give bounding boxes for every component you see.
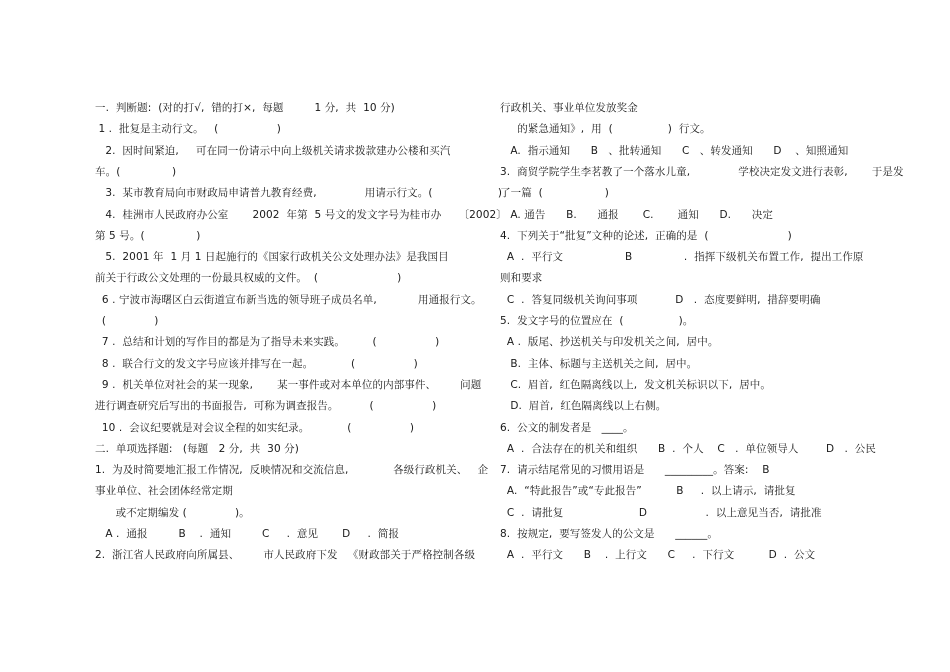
text-line: 3. 商贸学院学生李茗教了一个落水儿童, 学校决定发文进行表彰, 于是发 — [500, 165, 904, 178]
text-line: 车。( ) — [95, 165, 177, 178]
text-line: 行政机关、事业单位发放奖金 — [500, 102, 638, 114]
text-line: 则和要求 — [500, 272, 543, 285]
text-line: 7 . 总结和计划的写作目的都是为了指导未来实践。 ( ) — [95, 336, 440, 349]
text-line: 4. 下列关于“批复”文种的论述, 正确的是 ( ) — [500, 229, 792, 242]
text-line: 前关于行政公文处理的一份最具权威的文件。 ( ) — [95, 272, 402, 285]
text-line: 8. 按规定, 要写签发人的公文是 ______。 — [500, 528, 718, 540]
text-line: 4. 桂洲市人民政府办公室 2002 年第 5 号文的发文字号为桂市办 〔2002〕 — [95, 208, 507, 221]
text-line: C. 眉首, 红色隔离线以上, 发文机关标识以下, 居中。 — [500, 378, 771, 391]
text-line: 8 . 联合行文的发文字号应该并排写在一起。 ( ) — [95, 357, 418, 370]
text-line: C . 答复同级机关询问事项 D . 态度要鲜明, 措辞要明确 — [500, 293, 821, 306]
text-line: 5. 2001 年 1 月 1 日起施行的《国家行政机关公文处理办法》是我国目 — [95, 251, 449, 264]
text-line: 1 . 批复是主动行文。 ( ) — [95, 123, 281, 136]
text-line: A. 指示通知 B 、批转通知 C 、转发通知 D 、知照通知 — [500, 144, 849, 157]
text-line: 或不定期编发 ( )。 — [95, 506, 250, 519]
text-line: C . 请批复 D . 以上意见当否, 请批准 — [500, 506, 822, 519]
text-line: 2. 因时间紧迫, 可在同一份请示中向上级机关请求拨款建办公楼和买汽 — [95, 144, 451, 157]
text-line: 的紧急通知》, 用 ( ) 行文。 — [500, 123, 711, 136]
text-line: ( ) — [95, 315, 159, 327]
text-line: A . 通报 B . 通知 C . 意见 D . 简报 — [95, 528, 400, 540]
text-line: 事业单位、社会团体经常定期 — [95, 485, 233, 498]
text-line: 5. 发文字号的位置应在 ( )。 — [500, 315, 694, 327]
text-line: 10 . 会议纪要就是对会议全程的如实纪录。 ( ) — [95, 421, 415, 434]
text-line: 进行调查研究后写出的书面报告, 可称为调查报告。 ( ) — [95, 400, 437, 413]
text-line: D. 眉首, 红色隔离线以上右侧。 — [500, 400, 667, 413]
text-line: A . 平行文 B . 指挥下级机关布置工作, 提出工作原 — [500, 251, 864, 264]
text-line: A . 平行文 B . 上行文 C . 下行文 D . 公文 — [500, 549, 816, 562]
text-line: A . 合法存在的机关和组织 B . 个人 C . 单位领导人 D . 公民 — [500, 442, 876, 455]
text-line: 一. 判断题: (对的打√, 错的打×, 每题 1 分, 共 10 分) — [95, 102, 395, 114]
text-line: 3. 某市教育局向市财政局申请普九教育经费, 用请示行文。( ) — [95, 187, 503, 200]
text-line: 1. 为及时简要地汇报工作情况, 反映情况和交流信息, 各级行政机关、 企 — [95, 464, 489, 477]
text-line: A. “特此报告”或“专此报告” B . 以上请示, 请批复 — [500, 485, 796, 498]
text-line: 9 . 机关单位对社会的某一现象, 某一事件或对本单位的内部事件、 问题 — [95, 378, 482, 391]
text-line: 2. 浙江省人民政府向所属县、 市人民政府下发 《财政部关于严格控制各级 — [95, 549, 476, 562]
text-line: 6. 公文的制发者是 ____。 — [500, 421, 634, 434]
text-line: 了一篇 ( ) — [500, 187, 609, 200]
text-line: B. 主体、标题与主送机关之间, 居中。 — [500, 357, 698, 370]
text-line: 6 . 宁波市海曙区白云街道宣布新当选的领导班子成员名单, 用通报行文。 — [95, 293, 482, 306]
text-line: 第 5 号。( ) — [95, 229, 201, 242]
text-line: 7. 请示结尾常见的习惯用语是 _________。答案: B — [500, 464, 770, 477]
text-line: A . 版尾、抄送机关与印发机关之间, 居中。 — [500, 336, 719, 349]
text-line: A. 通告 B. 通报 C. 通知 D. 决定 — [500, 208, 773, 221]
text-line: 二. 单项选择题: (每题 2 分, 共 30 分) — [95, 442, 299, 455]
